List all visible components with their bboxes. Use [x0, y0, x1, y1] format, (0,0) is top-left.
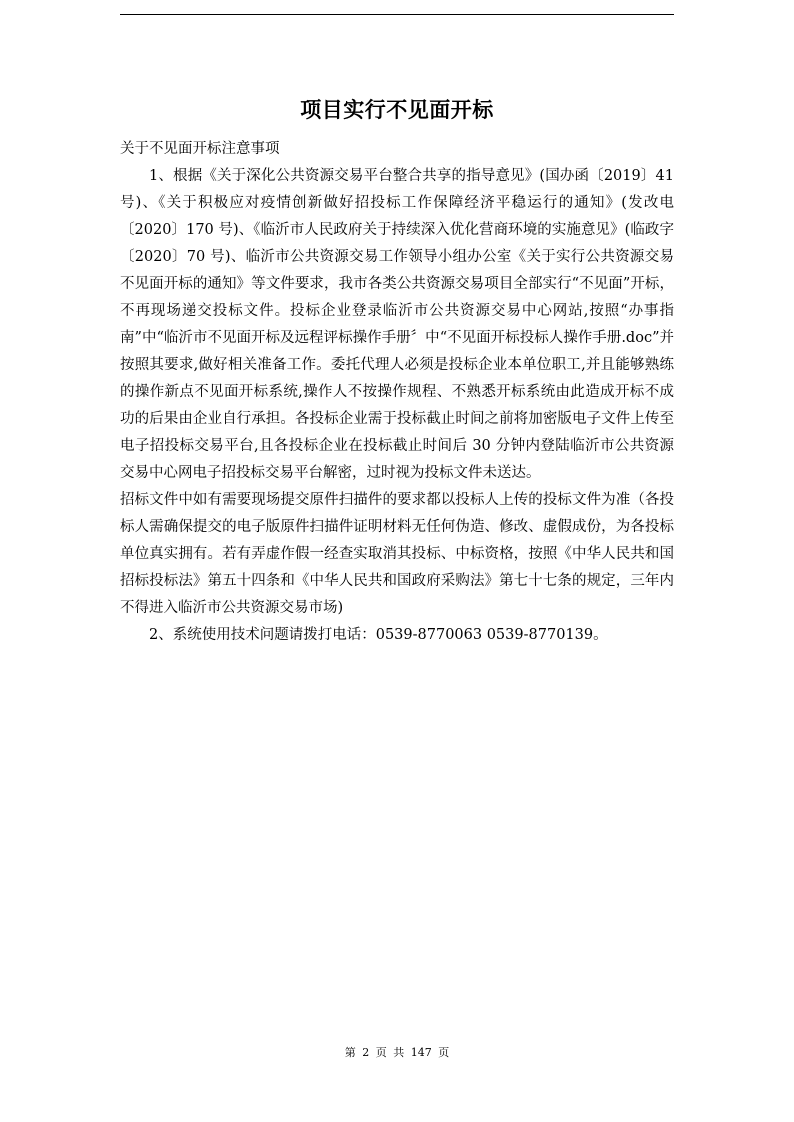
paragraph-support-phone: 2、系统使用技术问题请拨打电话：0539-8770063 0539-8770139。	[149, 627, 608, 643]
page-title: 项目实行不见面开标	[300, 98, 494, 122]
paragraph-scanned-originals: 招标文件中如有需要现场提交原件扫描件的要求都以投标人上传的投标文件为准（各投标人需确保提交的电子版原件扫描件证明材料无任何伪造、修改、虚假成份，为各投标单位真实拥有。若有弄虚作假一经查实取消其投标、中标资格，按照《中华人民共和国招标投标法》第五十四条和《中华人民共和国政府采购法》第七十七条的规定，三年内不得进入临沂市公共资源交易市场)	[120, 492, 674, 616]
document-body	[120, 136, 674, 649]
page-number-footer: 第 2 页 共 147 页	[344, 1046, 450, 1059]
header-rule	[120, 14, 674, 15]
paragraph-bidding-requirements: 1、根据《关于深化公共资源交易平台整合共享的指导意见》(国办函〔2019〕41 号)、《关于积极应对疫情创新做好招投标工作保障经济平稳运行的通知》(发改电〔2020〕170 号)、《临沂市人民政府关于持续深入优化营商环境的实施意见》(临政字〔2020〕70 号)、临沂市公共资源交易工作领导小组办公室《关于实行公共资源交易不见面开标的通知》等文件要求，我市各类公共资源交易项目全部实行“不见面”开标，不再现场递交投标文件。投标企业登录临沂市公共资源交易中心网站,按照“办事指南”中“临沂市不见面开标及远程评标操作手册〞中“不见面开标投标人操作手册.doc”并按照其要求,做好相关准备工作。委托代理人必须是投标企业本单位职工,并且能够熟练的操作新点不见面开标系统,操作人不按操作规程、不熟悉开标系统由此造成开标不成功的后果由企业自行承担。各投标企业需于投标截止时间之前将加密版电子文件上传至电子招投标交易平台,且各投标企业在投标截止时间后 30 分钟内登陆临沂市公共资源交易中心网电子招投标交易平台解密，过时视为投标文件未送达。	[120, 168, 674, 481]
notice-subtitle: 关于不见面开标注意事项	[120, 141, 280, 157]
